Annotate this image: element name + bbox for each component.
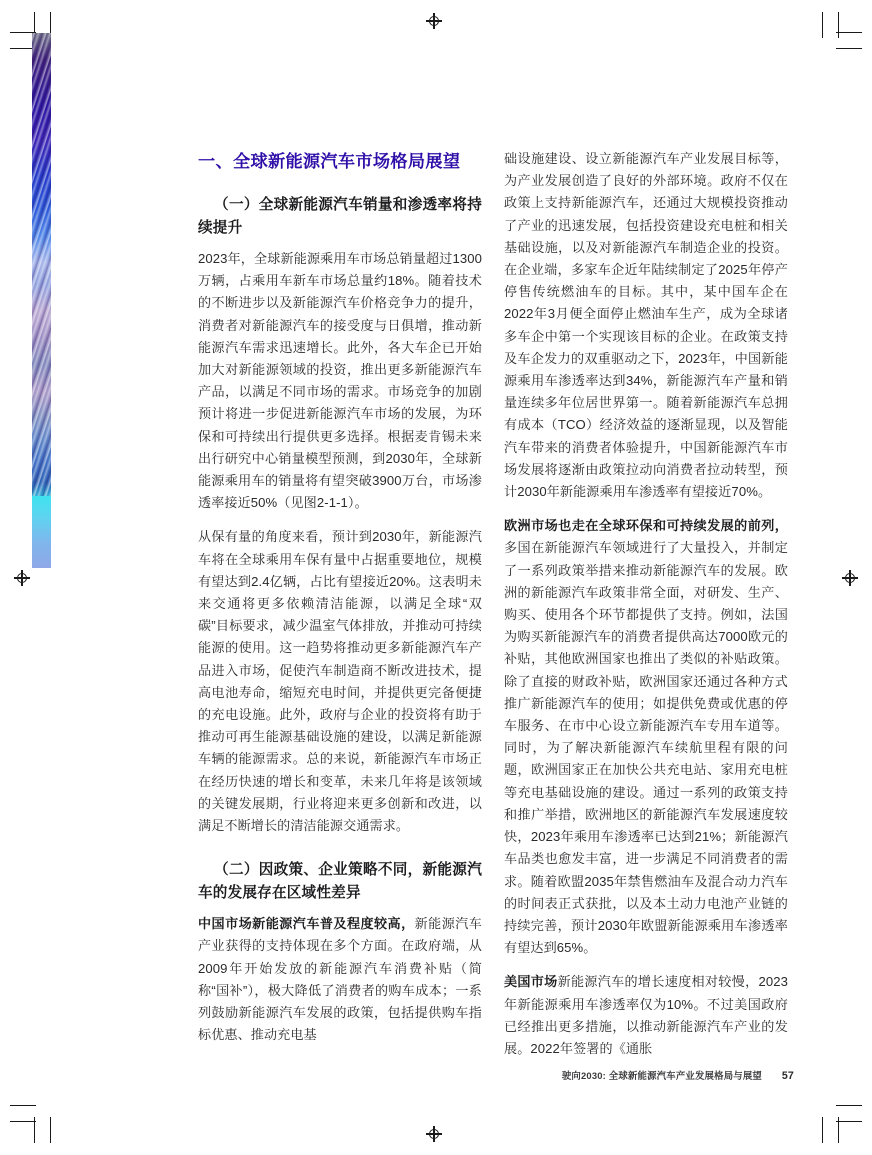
page-footer [504,1068,794,1082]
paragraph-us-market-body: 新能源汽车的增长速度相对较慢，2023年新能源乘用车渗透率仅为10%。不过美国政府已经推出更多措施，以推动新能源汽车产业的发展。2022年签署的《通胀 [504,974,788,1056]
paragraph-china-market-continued: 础设施建设、设立新能源汽车产业发展目标等，为产业发展创造了良好的外部环境。政府不仅在政策上支持新能源汽车，还通过大规模投资推动了产业的迅速发展，包括投资建设充电桩和相关基础设施，以及对新能源汽车制造企业的投资。在企业端，多家车企近年陆续制定了2025年停产停售传统燃油车的目标。其中，某中国车企在2022年3月便全面停止燃油车生产，成为全球诸多车企中第一个实现该目标的企业。在政策支持及车企发力的双重驱动之下，2023年，中国新能源乘用车渗透率达到34%，新能源汽车产量和销量连续多年位居世界第一。随着新能源汽车总拥有成本（TCO）经济效益的逐渐显现，以及智能汽车带来的消费者体验提升，中国新能源汽车市场发展将逐渐由政策拉动向消费者拉动转型，预计2030年新能源乘用车渗透率有望接近70%。 [504,151,788,500]
paragraph-china-market [198,913,482,1046]
paragraph-us-market-lead: 美国市场 [504,974,558,990]
subsection-heading-2: （二）因政策、企业策略不同，新能源汽车的发展存在区域性差异 [198,862,482,902]
paragraph-global-parc: 从保有量的角度来看，预计到2030年，新能源汽车将在全球乘用车保有量中占据重要地位，规模有望达到2.4亿辆，占比有望接近20%。这表明未来交通将更多依赖清洁能源，以满足全球“双碳”目标要求，减少温室气体排放，并推动可持续能源的使用。这一趋势将推动更多新能源汽车产品进入市场，促使汽车制造商不断改进技术，提高电池寿命，缩短充电时间，并提供更完备便捷的充电设施。此外，政府与企业的投资将有助于推动可再生能源基础设施的建设，以满足新能源车辆的能源需求。总的来说，新能源汽车市场正在经历快速的增长和变革，未来几年将是该领域的关键发展期，行业将迎来更多创新和改进，以满足不断增长的清洁能源交通需求。 [198,529,482,834]
paragraph-global-sales: 2023年，全球新能源乘用车市场总销量超过1300万辆，占乘用车新车市场总量约18%。随着技术的不断进步以及新能源汽车价格竞争力的提升，消费者对新能源汽车的接受度与日俱增，推动新能源汽车需求迅速增长。此外，各大车企已开始加大对新能源领域的投资，推出更多新能源汽车产品，以满足不同市场的需求。市场竞争的加剧预计将进一步促进新能源汽车市场的发展，为环保和可持续出行提供更多选择。根据麦肯锡未来出行研究中心销量模型预测，到2030年，全球新能源乘用车的销量将有望突破3900万台，市场渗透率接近50%（见图2-1-1）。 [198,251,482,511]
page-number: 57 [781,1070,794,1082]
paragraph-europe-market [504,515,788,959]
text-column-left [198,148,482,1047]
paragraph-china-market-lead: 中国市场新能源汽车普及程度较高， [198,916,415,932]
subsection-heading-1: （一）全球新能源汽车销量和渗透率将持续提升 [198,197,482,236]
paragraph-china-market-body: 新能源汽车产业获得的支持体现在多个方面。在政府端，从2009年开始发放的新能源汽车消费补贴（简称“国补”），极大降低了消费者的购车成本；一系列鼓励新能源汽车发展的政策，包括提供购车指标优惠、推动充电基 [198,916,482,1043]
paragraph-europe-market-body: 多国在新能源汽车领域进行了大量投入，并制定了一系列政策举措来推动新能源汽车的发展。欧洲的新能源汽车政策非常全面，对研发、生产、购买、使用各个环节都提供了支持。例如，法国为购买新能源汽车的消费者提供高达7000欧元的补贴，其他欧洲国家也推出了类似的补贴政策。除了直接的财政补贴，欧洲国家还通过各种方式推广新能源汽车的使用；如提供免费或优惠的停车服务、在市中心设立新能源汽车专用车道等。同时，为了解决新能源汽车续航里程有限的问题，欧洲国家正在加快公共充电站、家用充电桩等充电基础设施的建设。通过一系列的政策支持和推广举措，欧洲地区的新能源汽车发展速度较快，2023年乘用车渗透率已达到21%；新能源汽车品类也愈发丰富，进一步满足不同消费者的需求。随着欧盟2035年禁售燃油车及混合动力汽车的时间表正式获批，以及本土动力电池产业链的持续完善，预计2030年欧盟新能源乘用车渗透率有望达到65%。 [504,540,788,956]
paragraph-us-market [504,971,788,1060]
footer-title: 驶向2030: 全球新能源汽车产业发展格局与展望 [561,1070,762,1081]
text-column-right [504,148,788,1060]
paragraph-europe-market-lead: 欧洲市场也走在全球环保和可持续发展的前列， [504,518,788,534]
page-title: 一、全球新能源汽车市场格局展望 [198,151,461,171]
